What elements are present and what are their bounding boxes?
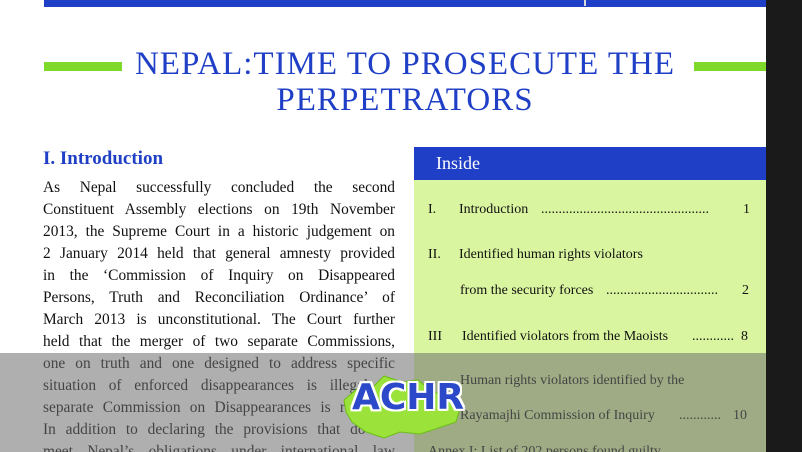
banner-divider <box>584 0 592 6</box>
report-title <box>130 46 680 118</box>
inside-header-bar <box>414 147 766 180</box>
toc-text: Identified violators from the Maoists <box>462 329 669 344</box>
body-line: 2013, the Supreme Court in a historic judgement on <box>43 223 395 240</box>
report-title-line-2: PERPETRATORS <box>276 82 534 118</box>
title-accent-right <box>694 62 766 71</box>
introduction-heading: I. Introduction <box>43 148 164 169</box>
toc-number: I. <box>428 202 437 217</box>
body-line: held that the merger of two separate Commissions, <box>43 333 395 350</box>
report-title-line-1: NEPAL:TIME TO PROSECUTE THE <box>134 46 676 82</box>
top-banner-bar <box>44 0 766 7</box>
toc-page: 2 <box>742 283 749 298</box>
body-line: As Nepal successfully concluded the second <box>43 179 395 196</box>
body-line: Persons, Truth and Reconciliation Ordinance’ of <box>43 289 395 306</box>
toc-item-maoists[interactable] <box>428 329 748 345</box>
toc-number: III <box>428 329 442 344</box>
toc-page: 8 <box>741 329 748 344</box>
toc-leader: ............ <box>692 329 734 344</box>
toc-item-introduction[interactable] <box>428 202 750 218</box>
toc-item-security-forces[interactable] <box>428 247 643 263</box>
body-line: March 2013 is unconstitutional. The Court further <box>43 311 395 328</box>
body-line: in the ‘Commission of Inquiry on Disappeared <box>43 267 395 284</box>
toc-text: from the security forces <box>460 283 594 298</box>
toc-text: Identified human rights violators <box>459 247 643 262</box>
inside-title: Inside <box>436 153 480 173</box>
achr-logo-text: ACHR <box>352 377 465 418</box>
toc-page: 1 <box>743 202 750 217</box>
body-line: Constituent Assembly elections on 19th November <box>43 201 395 218</box>
toc-text: Introduction <box>459 202 529 217</box>
toc-number: II. <box>428 247 441 262</box>
body-line: 2 January 2014 held that general amnesty provided <box>43 245 395 262</box>
toc-leader: ................................................ <box>541 202 709 217</box>
viewer-edge-strip <box>766 0 802 452</box>
toc-leader: ................................ <box>606 283 718 298</box>
title-accent-left <box>44 62 122 71</box>
